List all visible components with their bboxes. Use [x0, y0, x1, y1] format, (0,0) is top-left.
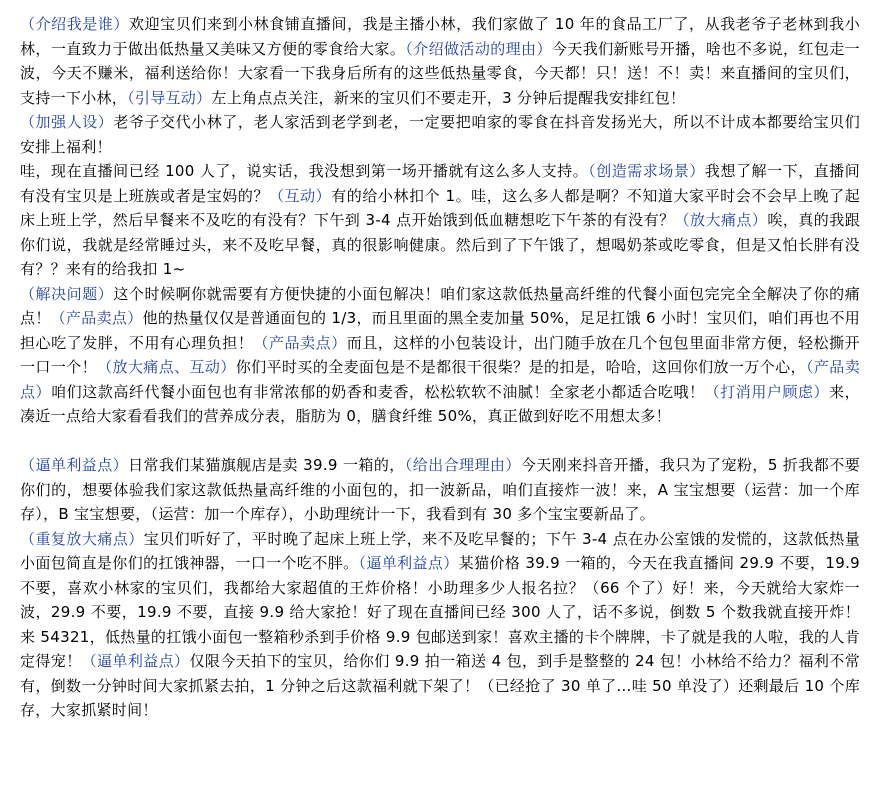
section-tag: （放大痛点） — [674, 211, 768, 229]
script-text: 日常我们某猫旗舰店是卖 39.9 一箱的， — [128, 456, 405, 474]
script-text: 而且，这样的小包装设计，出门随手放在几个包包里面非常方便，轻松撕开一口一个！ — [20, 333, 860, 376]
section-tag: （逼单利益点） — [81, 652, 190, 670]
section-tag: （放大痛点、互动） — [97, 358, 236, 376]
section-tag: （重复放大痛点） — [20, 529, 144, 548]
script-text: 你们平时买的全麦面包是不是都很干很柴？是的扣是，哈哈，这回你们放一万个心， — [235, 358, 806, 376]
script-text: 今天刚来抖音开播，我只为了宠粉，5 折我都不要你们的，想要体验我们家这款低热量高纤维的小面包的，扣一波新品，咱们直接炸一波！来，A 宝宝想要（运营：加一个库存），B 宝宝想要，（运营：加一个库存），小助理统计一下，我看到有 30 多个宝宝要新品了。 — [20, 456, 860, 523]
script-text: 今天我们新账号开播，啥也不多说，红包走一波，今天不赚米，福利送给你！大家看一下我身后所有的这些低热量零食，今天都！只！送！不！卖！来直播间的宝贝们，支持一下小林， — [20, 39, 860, 107]
section-tag: （逼单利益点） — [20, 456, 129, 474]
section-tag: （加强人设） — [20, 113, 114, 131]
section-tag: （逼单利益点） — [358, 554, 459, 572]
section-tag: （创造需求场景） — [588, 162, 705, 180]
script-text: 某猫价格 39.9 一箱的，今天在我直播间 29.9 不要，19.9 不要，喜欢小林家的宝贝们，我都给大家超值的王炸价格！小助理多少人报名拉？（66 个了）好！来，今天就给大家炸一波，29.9 不要，19.9 不要，直接 9.9 给大家抢！好了现在直播间已经 300 人了，话不多说，倒数 5 个数我就直接开炸！来 54321，低热量的扛饿小面包一整箱秒杀到手价格 9.9 包邮送到家！喜欢主播的卡个牌牌，卡了就是我的人啦，我的人肯定得宠！ — [20, 554, 860, 670]
script-text: 唉，真的我跟你们说，我就是经常睡过头，来不及吃早餐，真的很影响健康。然后到了下午饿了，想喝奶茶或吃零食，但是又怕长胖有没有？？来有的给我扣 1~ — [20, 211, 860, 278]
section-tag: （介绍做活动的理由） — [405, 39, 552, 58]
section-tag: （引导互动） — [127, 88, 212, 107]
blank-line — [20, 429, 860, 454]
section-tag: （产品卖点） — [50, 309, 143, 327]
section-tag: （产品卖点） — [253, 333, 347, 352]
section-tag: （互动） — [269, 186, 332, 205]
script-text: 咱们这款高纤代餐小面包也有非常浓郁的奶香和麦香，松松软软不油腻！全家老小都适合吃哦！ — [51, 382, 705, 401]
script-paragraph — [20, 12, 860, 110]
section-tag: （介绍我是谁） — [20, 15, 130, 33]
script-paragraph — [20, 453, 860, 527]
script-paragraph — [20, 110, 860, 159]
script-text: 欢迎宝贝们来到小林食铺直播间，我是主播小林，我们家做了 10 年的食品工厂了，从我老爷子老林到我小林，一直致力于做出低热量又美味又方便的零食给大家。 — [20, 15, 860, 58]
section-tag: （给出合理理由） — [404, 456, 521, 474]
script-text: 仅限今天拍下的宝贝，给你们 9.9 拍一箱送 4 包，到手是整整的 24 包！小林给不给力？福利不常有，倒数一分钟时间大家抓紧去拍，1 分钟之后这款福利就下架了！（已经抢了 30 单了…哇 50 单没了）还剩最后 10 个库存，大家抓紧时间！ — [20, 652, 860, 719]
script-text: 哇，现在直播间已经 100 人了，说实话，我没想到第一场开播就有这么多人支持。 — [20, 162, 589, 180]
script-paragraph — [20, 282, 860, 429]
script-paragraph — [20, 159, 860, 282]
section-tag: （打消用户顾虑） — [704, 382, 830, 401]
script-text: 宝贝们听好了，平时晚了起床上班上学，来不及吃早餐的；下午 3-4 点在办公室饿的发慌的，这款低热量小面包简直是你们的扛饿神器，一口一个吃不胖。 — [20, 529, 860, 572]
script-text: 我想了解一下，直播间有没有宝贝是上班族或者是宝妈的？ — [20, 162, 860, 205]
script-text: 这个时候啊你就需要有方便快捷的小面包解决！咱们家这款低热量高纤维的代餐小面包完完全全解决了你的痛点！ — [20, 284, 861, 327]
document-body — [20, 12, 860, 723]
script-text: 他的热量仅仅是普通面包的 1/3，而且里面的黑全麦加量 50%，足足扛饿 6 小时！宝贝们，咱们再也不用担心吃了发胖，不用有心理负担！ — [20, 309, 860, 352]
script-text: 来，凑近一点给大家看看我们的营养成分表，脂肪为 0，膳食纤维 50%，真正做到好吃不用想太多！ — [20, 382, 860, 425]
script-paragraph — [20, 527, 860, 723]
section-tag: （解决问题） — [20, 284, 114, 303]
script-text: 有的给小林扣个 1。哇，这么多人都是啊？不知道大家平时会不会早上晚了起床上班上学，然后早餐来不及吃的有没有？下午到 3-4 点开始饿到低血糖想吃下午茶的有没有？ — [20, 186, 860, 229]
script-text: 老爷子交代小林了，老人家活到老学到老，一定要把咱家的零食在抖音发扬光大，所以不计成本都要给宝贝们安排上福利！ — [20, 113, 861, 156]
section-tag: （产品卖点） — [20, 358, 861, 401]
script-text: 左上角点点关注，新来的宝贝们不要走开，3 分钟后提醒我安排红包！ — [211, 88, 686, 107]
